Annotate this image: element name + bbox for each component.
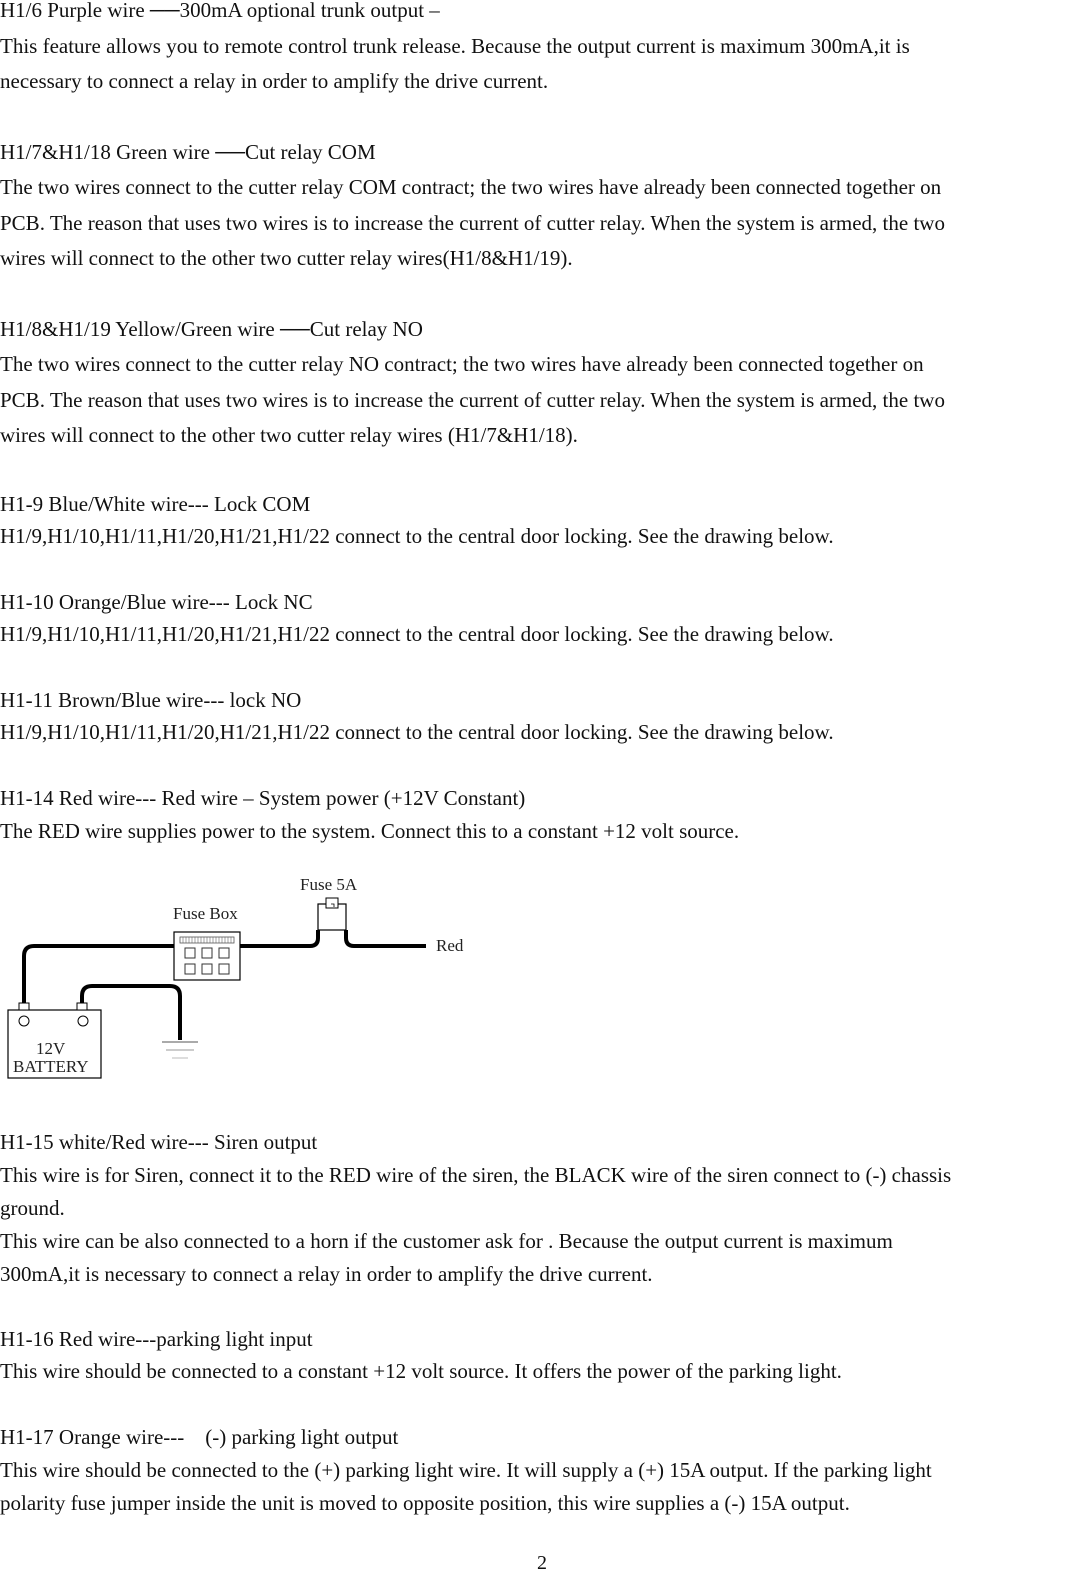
body-line: wires will connect to the other two cutter relay wires(H1/8&H1/19). xyxy=(0,246,573,270)
fuse-box-icon xyxy=(174,932,240,980)
fuse-icon xyxy=(318,898,346,930)
battery-label: BATTERY xyxy=(13,1057,89,1076)
body-line: This wire should be connected to a constant +12 volt source. It offers the power of the parking light. xyxy=(0,1359,842,1383)
body-line: This wire is for Siren, connect it to the RED wire of the siren, the BLACK wire of the siren connect to (-) chassis xyxy=(0,1163,952,1187)
body-line: This wire can be also connected to a horn if the customer ask for . Because the output current is maximum xyxy=(0,1229,893,1253)
body-line: PCB. The reason that uses two wires is to increase the current of cutter relay. When the system is armed, the two xyxy=(0,211,945,235)
body-line: 300mA,it is necessary to connect a relay in order to amplify the drive current. xyxy=(0,1262,653,1286)
body-line: necessary to connect a relay in order to amplify the drive current. xyxy=(0,69,549,93)
fuse-to-red-wire xyxy=(346,930,426,946)
section-heading: H1-16 Red wire---parking light input xyxy=(0,1327,313,1351)
red-wire xyxy=(24,946,174,1004)
body-line: PCB. The reason that uses two wires is to increase the current of cutter relay. When the system is armed, the two xyxy=(0,388,945,412)
ground-icon xyxy=(162,1042,198,1058)
section-heading: H1-10 Orange/Blue wire--- Lock NC xyxy=(0,590,313,614)
body-line: This feature allows you to remote control trunk release. Because the output current is maximum 300mA,it is xyxy=(0,34,910,58)
body-line: polarity fuse jumper inside the unit is moved to opposite position, this wire supplies a (-) 15A output. xyxy=(0,1491,850,1515)
red-wire-label: Red xyxy=(436,936,464,955)
body-line: This wire should be connected to the (+) parking light wire. It will supply a (+) 15A output. If the parking light xyxy=(0,1458,932,1482)
page-number: 2 xyxy=(537,1552,547,1574)
fuse-box-label: Fuse Box xyxy=(173,904,238,923)
body-line: The two wires connect to the cutter relay COM contract; the two wires have already been connected together on xyxy=(0,175,942,199)
body-line: H1/9,H1/10,H1/11,H1/20,H1/21,H1/22 connect to the central door locking. See the drawing below. xyxy=(0,720,834,744)
body-line: The RED wire supplies power to the system. Connect this to a constant +12 volt source. xyxy=(0,819,740,843)
body-line: The two wires connect to the cutter relay NO contract; the two wires have already been connected together on xyxy=(0,352,924,376)
section-heading: H1/7&H1/18 Green wire ──Cut relay COM xyxy=(0,140,376,164)
fuse-label: Fuse 5A xyxy=(300,875,358,894)
body-line: ground. xyxy=(0,1196,65,1220)
section-heading: H1-15 white/Red wire--- Siren output xyxy=(0,1130,318,1154)
section-heading: H1-14 Red wire--- Red wire – System power (+12V Constant) xyxy=(0,786,526,810)
body-line: wires will connect to the other two cutter relay wires (H1/7&H1/18). xyxy=(0,423,578,447)
section-heading: H1/8&H1/19 Yellow/Green wire ──Cut relay NO xyxy=(0,317,423,341)
section-heading: H1/6 Purple wire ──300mA optional trunk output – xyxy=(0,0,440,22)
section-heading: H1-9 Blue/White wire--- Lock COM xyxy=(0,492,311,516)
power-wiring-diagram xyxy=(0,868,500,1088)
fusebox-to-fuse-wire xyxy=(240,930,318,946)
body-line: H1/9,H1/10,H1/11,H1/20,H1/21,H1/22 connect to the central door locking. See the drawing below. xyxy=(0,622,834,646)
battery-voltage-label: 12V xyxy=(36,1039,66,1058)
section-heading: H1-17 Orange wire--- (-) parking light output xyxy=(0,1425,399,1449)
section-heading: H1-11 Brown/Blue wire--- lock NO xyxy=(0,688,302,712)
body-line: H1/9,H1/10,H1/11,H1/20,H1/21,H1/22 connect to the central door locking. See the drawing below. xyxy=(0,524,834,548)
